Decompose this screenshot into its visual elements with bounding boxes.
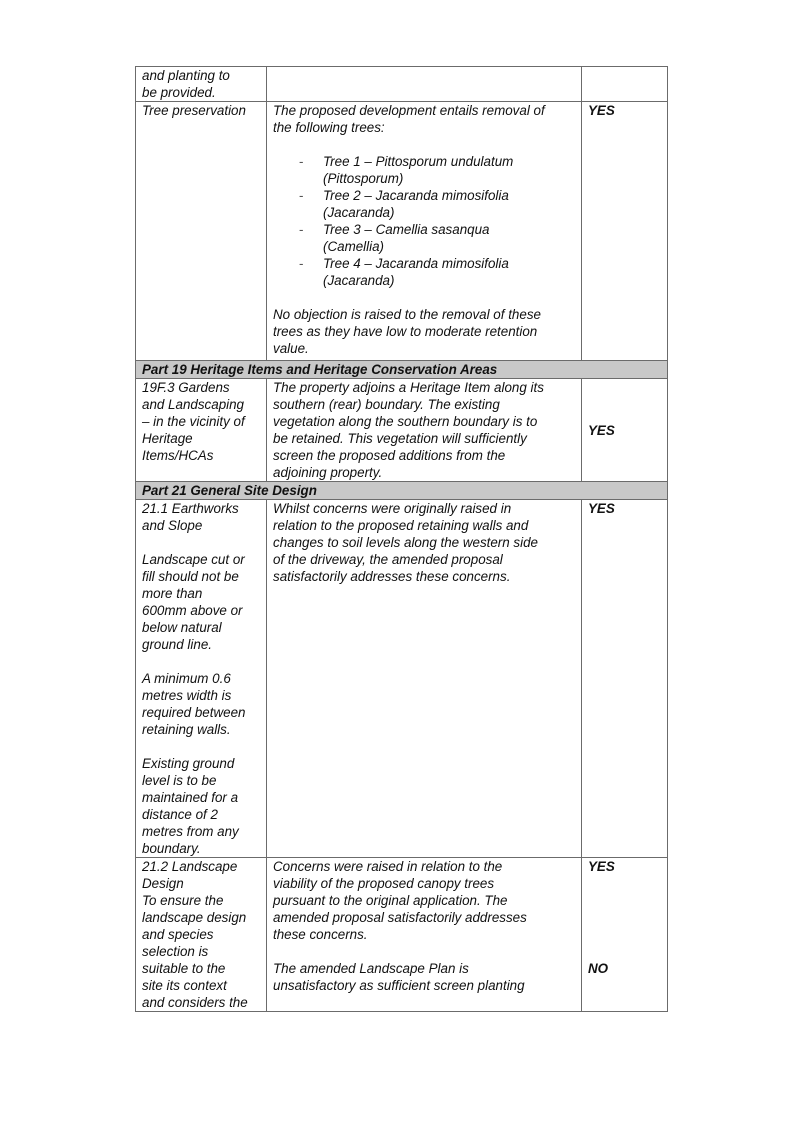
tree-name: Tree 2 – Jacaranda mimosifolia xyxy=(323,188,509,203)
table-row xyxy=(136,379,668,482)
compliance-no: NO xyxy=(588,961,609,976)
text-line: and species xyxy=(142,927,214,942)
tree-common-name: (Jacaranda) xyxy=(323,205,395,220)
text-line: Concerns were raised in relation to the xyxy=(273,859,503,874)
compliance-yes: YES xyxy=(588,859,615,874)
tree-common-name: (Pittosporum) xyxy=(323,171,404,186)
text-line: The property adjoins a Heritage Item along its xyxy=(273,380,544,395)
compliance-cell xyxy=(582,858,668,1012)
section-header-row xyxy=(136,482,668,500)
text-line: 600mm above or xyxy=(142,603,243,618)
text-line: the following trees: xyxy=(273,120,385,135)
compliance-cell xyxy=(582,67,668,102)
section-header-row xyxy=(136,361,668,379)
text-line: level is to be xyxy=(142,773,217,788)
text-line: below natural xyxy=(142,620,222,635)
text-line: site its context xyxy=(142,978,227,993)
compliance-cell: YES xyxy=(582,102,668,361)
text-line: satisfactorily addresses these concerns. xyxy=(273,569,511,584)
text-line: To ensure the xyxy=(142,893,224,908)
text-line: Existing ground xyxy=(142,756,235,771)
text-line: The amended Landscape Plan is xyxy=(273,961,469,976)
text-line: and Landscaping xyxy=(142,397,245,412)
text-line: required between xyxy=(142,705,246,720)
text-line: 21.1 Earthworks xyxy=(142,501,239,516)
text-line: more than xyxy=(142,586,203,601)
tree-common-name: (Camellia) xyxy=(323,239,385,254)
text-line: and planting to xyxy=(142,68,230,83)
text-line: boundary. xyxy=(142,841,201,856)
text-line: Design xyxy=(142,876,184,891)
tree-name: Tree 3 – Camellia sasanqua xyxy=(323,222,490,237)
comment-cell xyxy=(267,102,582,361)
table-row xyxy=(136,102,668,361)
text-line: changes to soil levels along the western side xyxy=(273,535,538,550)
tree-name: Tree 4 – Jacaranda mimosifolia xyxy=(323,256,509,271)
text-line: Items/HCAs xyxy=(142,448,214,463)
dash-bullet: - xyxy=(299,188,304,203)
list-item xyxy=(299,255,577,289)
tree-common-name: (Jacaranda) xyxy=(323,273,395,288)
dash-bullet: - xyxy=(299,256,304,271)
control-cell xyxy=(136,500,267,858)
comment-cell xyxy=(267,858,582,1012)
text-line: pursuant to the original application. The xyxy=(273,893,508,908)
control-cell xyxy=(136,858,267,1012)
text-line: relation to the proposed retaining walls and xyxy=(273,518,529,533)
comment-cell xyxy=(267,500,582,858)
text-line: fill should not be xyxy=(142,569,239,584)
list-item xyxy=(299,187,577,221)
control-cell xyxy=(136,102,267,361)
comment-cell xyxy=(267,379,582,482)
text-line: unsatisfactory as sufficient screen planting xyxy=(273,978,525,993)
text-line: selection is xyxy=(142,944,209,959)
comment-cell xyxy=(267,67,582,102)
text-line: Landscape cut or xyxy=(142,552,245,567)
text-line: distance of 2 xyxy=(142,807,218,822)
compliance-cell: YES xyxy=(582,379,668,482)
text-line: viability of the proposed canopy trees xyxy=(273,876,495,891)
text-line: screen the proposed additions from the xyxy=(273,448,506,463)
text-line: No objection is raised to the removal of these xyxy=(273,307,541,322)
text-line: retaining walls. xyxy=(142,722,231,737)
tree-list xyxy=(273,153,577,289)
text-line: metres width is xyxy=(142,688,232,703)
text-line: ground line. xyxy=(142,637,212,652)
text-line: trees as they have low to moderate retention xyxy=(273,324,538,339)
dash-bullet: - xyxy=(299,222,304,237)
compliance-cell: YES xyxy=(582,500,668,858)
compliance-table xyxy=(135,66,668,1012)
text-line: landscape design xyxy=(142,910,247,925)
text-line: and Slope xyxy=(142,518,203,533)
text-line: maintained for a xyxy=(142,790,239,805)
text-line: be retained. This vegetation will sufficiently xyxy=(273,431,527,446)
tree-name: Tree 1 – Pittosporum undulatum xyxy=(323,154,514,169)
text-line: suitable to the xyxy=(142,961,226,976)
list-item xyxy=(299,153,577,187)
text-line: 21.2 Landscape xyxy=(142,859,238,874)
text-line: southern (rear) boundary. The existing xyxy=(273,397,500,412)
table-row xyxy=(136,67,668,102)
text-line: Heritage xyxy=(142,431,193,446)
text-line: and considers the xyxy=(142,995,248,1010)
text-line: A minimum 0.6 xyxy=(142,671,231,686)
table-row xyxy=(136,500,668,858)
control-title: Tree preservation xyxy=(142,103,246,118)
control-cell xyxy=(136,67,267,102)
text-line: metres from any xyxy=(142,824,239,839)
text-line: vegetation along the southern boundary is to xyxy=(273,414,538,429)
text-line: these concerns. xyxy=(273,927,368,942)
control-cell xyxy=(136,379,267,482)
text-line: The proposed development entails removal of xyxy=(273,103,545,118)
text-line: – in the vicinity of xyxy=(142,414,245,429)
section-title: Part 21 General Site Design xyxy=(136,482,668,500)
text-line: Whilst concerns were originally raised in xyxy=(273,501,512,516)
text-line: amended proposal satisfactorily addresses xyxy=(273,910,527,925)
text-line: 19F.3 Gardens xyxy=(142,380,230,395)
dash-bullet: - xyxy=(299,154,304,169)
table-row xyxy=(136,858,668,1012)
text-line: of the driveway, the amended proposal xyxy=(273,552,503,567)
list-item xyxy=(299,221,577,255)
text-line: value. xyxy=(273,341,309,356)
text-line: be provided. xyxy=(142,85,216,100)
text-line: adjoining property. xyxy=(273,465,383,480)
section-title: Part 19 Heritage Items and Heritage Conservation Areas xyxy=(136,361,668,379)
